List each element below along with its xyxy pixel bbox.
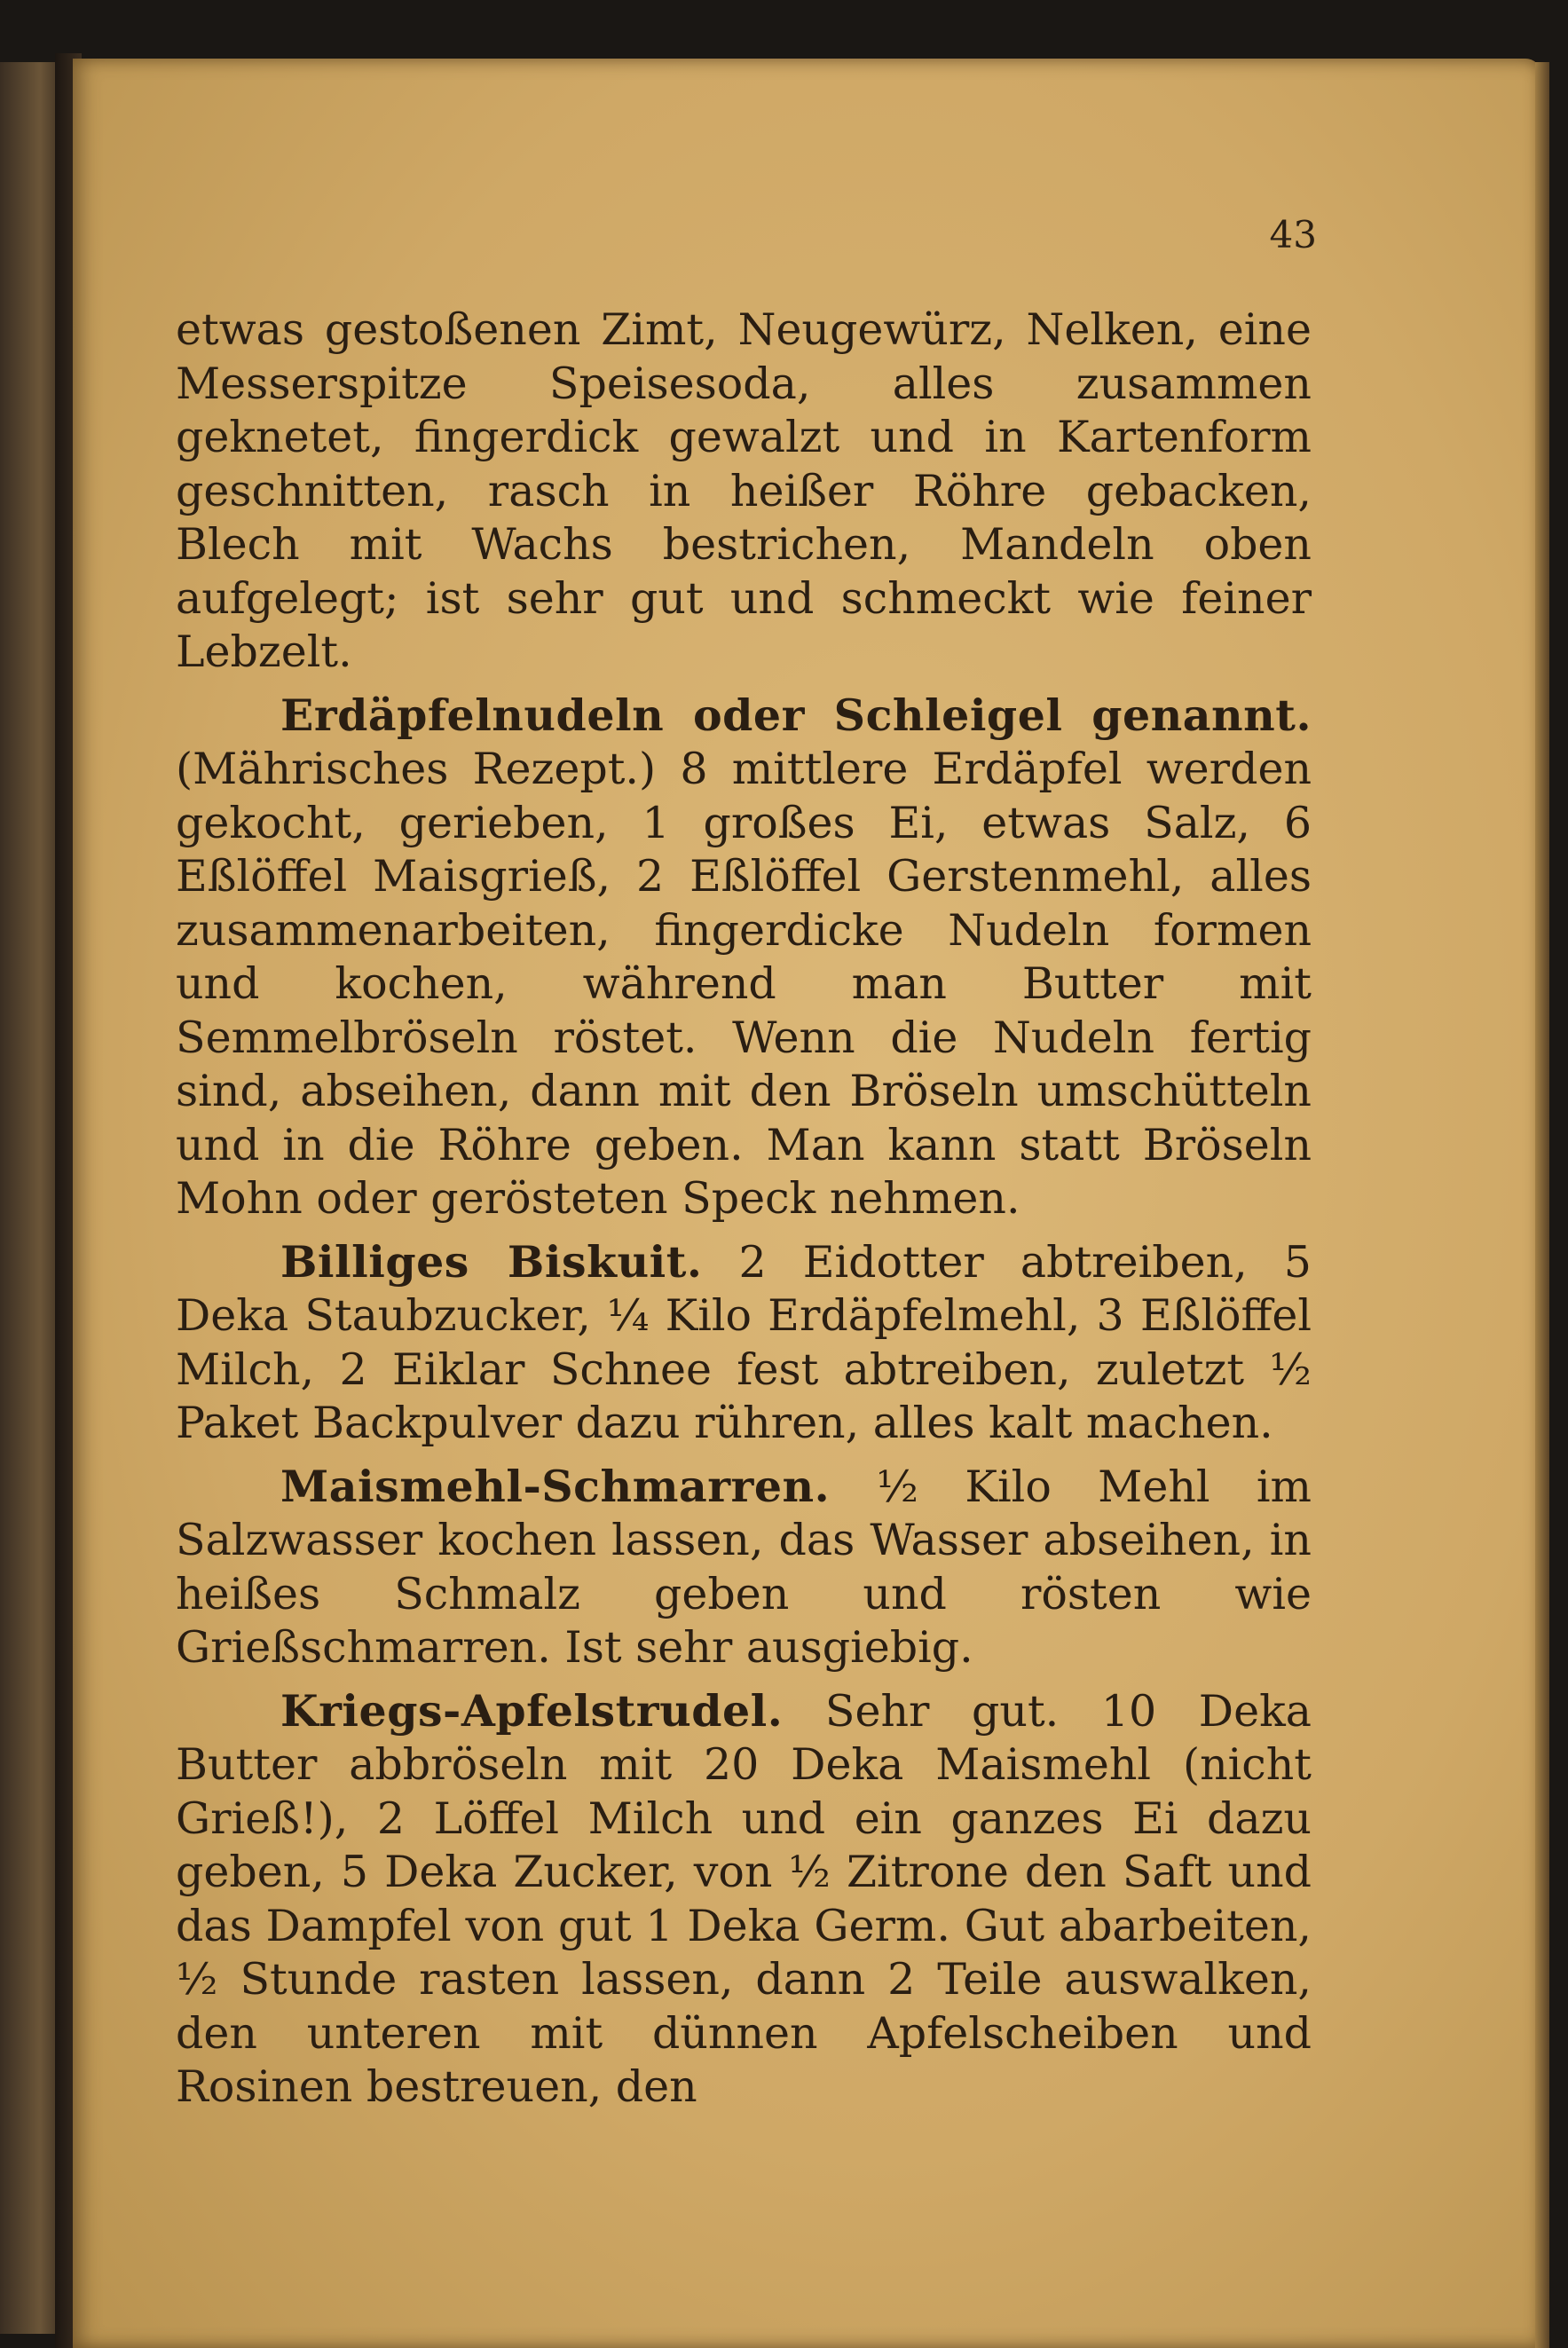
recipe-title: Maismehl-Schmarren. xyxy=(280,1460,831,1512)
page-stack-edge xyxy=(1535,62,1549,2348)
page-text xyxy=(176,303,1312,2115)
recipe-title: Kriegs-Apfelstrudel. xyxy=(280,1684,784,1737)
recipe-erdaepfelnudeln xyxy=(176,689,1312,1226)
recipe-maismehl-schmarren xyxy=(176,1460,1312,1675)
page-number: 43 xyxy=(1269,213,1317,256)
recipe-body: 2 Eidotter abtreiben, 5 Deka Staubzucker, ¼ Kilo Erdäpfelmehl, 3 Eßlöffel Milch, 2 Eiklar Schnee fest abtreiben, zuletzt ½ Paket Backpulver dazu rühren, alles kalt machen. xyxy=(176,1236,1312,1448)
recipe-kriegs-apfelstrudel xyxy=(176,1684,1312,2115)
recipe-body: ½ Kilo Mehl im Salzwasser kochen lassen, das Wasser abseihen, in heißes Schmalz geben und rösten wie Grießschmarren. Ist sehr ausgiebig. xyxy=(176,1461,1312,1673)
recipe-body: (Mährisches Rezept.) 8 mittlere Erdäpfel werden gekocht, gerieben, 1 großes Ei, etwas Salz, 6 Eßlöffel Maisgrieß, 2 Eßlöffel Gerstenmehl, alles zusammenarbeiten, fingerdicke Nudeln formen und kochen, während man Butter mit Semmelbröseln röstet. Wenn die Nudeln fertig sind, abseihen, dann mit den Bröseln umschütteln und in die Röhre geben. Man kann statt Bröseln Mohn oder gerösteten Speck nehmen. xyxy=(176,744,1312,1224)
recipe-title: Erdäpfelnudeln oder Schleigel genannt. xyxy=(280,689,1312,741)
continuation-paragraph: etwas gestoßenen Zimt, Neugewürz, Nelken, eine Messerspitze Speisesoda, alles zusammen geknetet, fingerdick gewalzt und in Kartenform geschnitten, rasch in heißer Röhre gebacken, Blech mit Wachs bestrichen, Mandeln oben aufgelegt; ist sehr gut und schmeckt wie feiner Lebzelt. xyxy=(176,304,1312,677)
recipe-body: Sehr gut. 10 Deka Butter abbröseln mit 20 Deka Maismehl (nicht Grieß!), 2 Löffel Milch und ein ganzes Ei dazu geben, 5 Deka Zucker, von ½ Zitrone den Saft und das Dampfel von gut 1 Deka Germ. Gut abarbeiten, ½ Stunde rasten lassen, dann 2 Teile auswalken, den unteren mit dünnen Apfelscheiben und Rosinen bestreuen, den xyxy=(176,1685,1312,2112)
recipe-title: Billiges Biskuit. xyxy=(280,1235,703,1288)
recipe-billiges-biskuit xyxy=(176,1235,1312,1451)
